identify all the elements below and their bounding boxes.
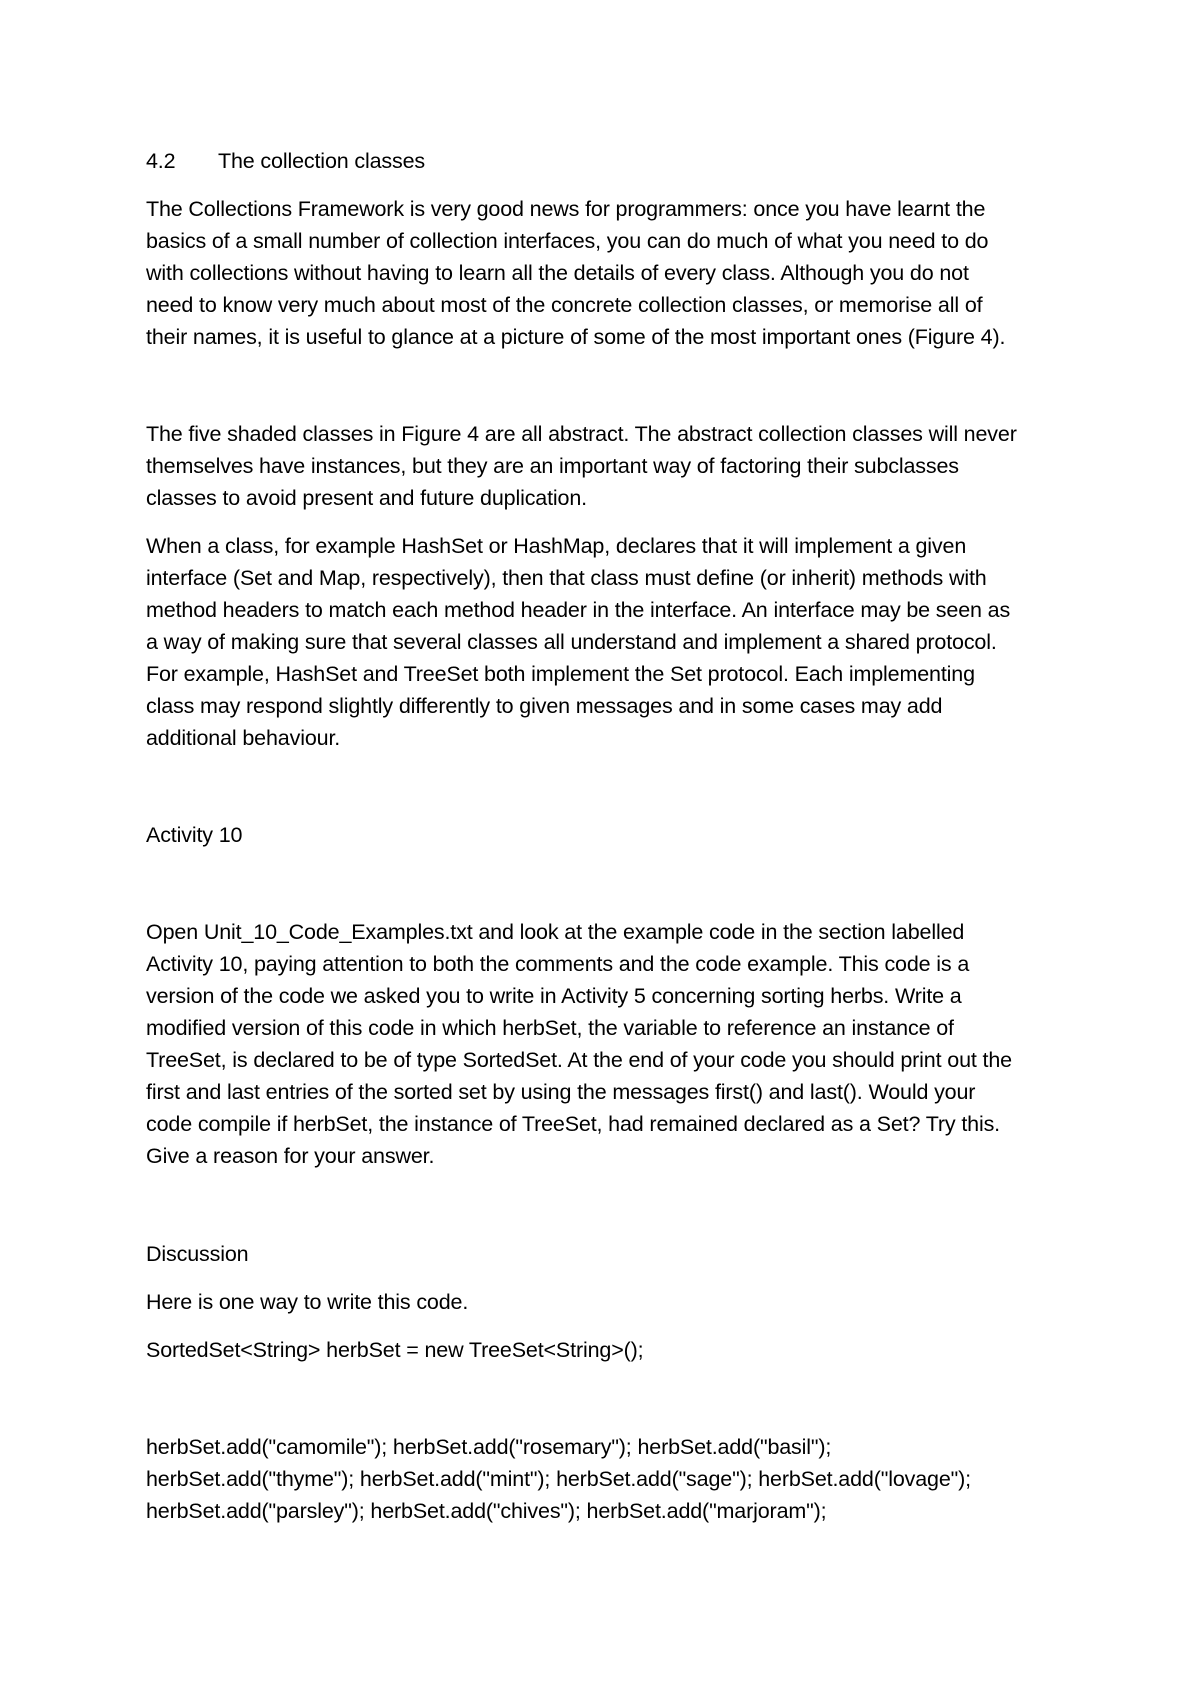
activity-paragraph: [146, 916, 1081, 1172]
paragraph-line: class may respond slightly differently to given messages and in some cases may add: [146, 694, 943, 718]
paragraph-line: TreeSet, is declared to be of type SortedSet. At the end of your code you should print out the: [146, 1048, 1012, 1072]
paragraph-line: Give a reason for your answer.: [146, 1144, 435, 1168]
code-declaration-text: SortedSet<String> herbSet = new TreeSet<String>();: [146, 1338, 644, 1362]
paragraph-line: modified version of this code in which herbSet, the variable to reference an instance of: [146, 1016, 954, 1040]
section-number: 4.2: [146, 149, 176, 173]
paragraph-line: The Collections Framework is very good news for programmers: once you have learnt the: [146, 197, 986, 221]
activity-heading: [146, 819, 1081, 851]
paragraph-line: additional behaviour.: [146, 726, 341, 750]
paragraph-line: code compile if herbSet, the instance of TreeSet, had remained declared as a Set? Try this.: [146, 1112, 1001, 1136]
interface-paragraph: [146, 530, 1081, 754]
discussion-heading: [146, 1238, 1081, 1270]
paragraph-line: need to know very much about most of the concrete collection classes, or memorise all of: [146, 293, 983, 317]
discussion-intro-text: Here is one way to write this code.: [146, 1290, 469, 1314]
paragraph-line: basics of a small number of collection interfaces, you can do much of what you need to do: [146, 229, 989, 253]
paragraph-line: themselves have instances, but they are an important way of factoring their subclasses: [146, 454, 959, 478]
paragraph-line: with collections without having to learn all the details of every class. Although you do not: [146, 261, 969, 285]
paragraph-line: Activity 10, paying attention to both the comments and the code example. This code is a: [146, 952, 970, 976]
code-declaration: [146, 1334, 1081, 1366]
paragraph-line: The five shaded classes in Figure 4 are all abstract. The abstract collection classes will never: [146, 422, 1017, 446]
code-line: herbSet.add("thyme"); herbSet.add("mint"); herbSet.add("sage"); herbSet.add("lovage");: [146, 1467, 971, 1491]
paragraph-line: classes to avoid present and future duplication.: [146, 486, 587, 510]
paragraph-line: When a class, for example HashSet or HashMap, declares that it will implement a given: [146, 534, 967, 558]
paragraph-line: a way of making sure that several classes all understand and implement a shared protocol.: [146, 630, 997, 654]
abstract-paragraph: [146, 418, 1081, 514]
section-heading: [146, 145, 1081, 177]
code-line: herbSet.add("camomile"); herbSet.add("rosemary"); herbSet.add("basil");: [146, 1435, 832, 1459]
code-block: [146, 1431, 1081, 1527]
section-title: The collection classes: [218, 149, 426, 173]
paragraph-line: first and last entries of the sorted set by using the messages first() and last(). Would your: [146, 1080, 976, 1104]
paragraph-line: For example, HashSet and TreeSet both implement the Set protocol. Each implementing: [146, 662, 975, 686]
discussion-heading-text: Discussion: [146, 1242, 249, 1266]
paragraph-line: method headers to match each method header in the interface. An interface may be seen as: [146, 598, 1011, 622]
paragraph-line: their names, it is useful to glance at a picture of some of the most important ones (Figure 4).: [146, 325, 1006, 349]
paragraph-line: Open Unit_10_Code_Examples.txt and look at the example code in the section labelled: [146, 920, 965, 944]
paragraph-line: interface (Set and Map, respectively), then that class must define (or inherit) methods with: [146, 566, 987, 590]
paragraph-line: version of the code we asked you to write in Activity 5 concerning sorting herbs. Write a: [146, 984, 962, 1008]
code-line: herbSet.add("parsley"); herbSet.add("chives"); herbSet.add("marjoram");: [146, 1499, 827, 1523]
activity-heading-text: Activity 10: [146, 823, 243, 847]
discussion-intro: [146, 1286, 1081, 1318]
intro-paragraph: [146, 193, 1081, 353]
